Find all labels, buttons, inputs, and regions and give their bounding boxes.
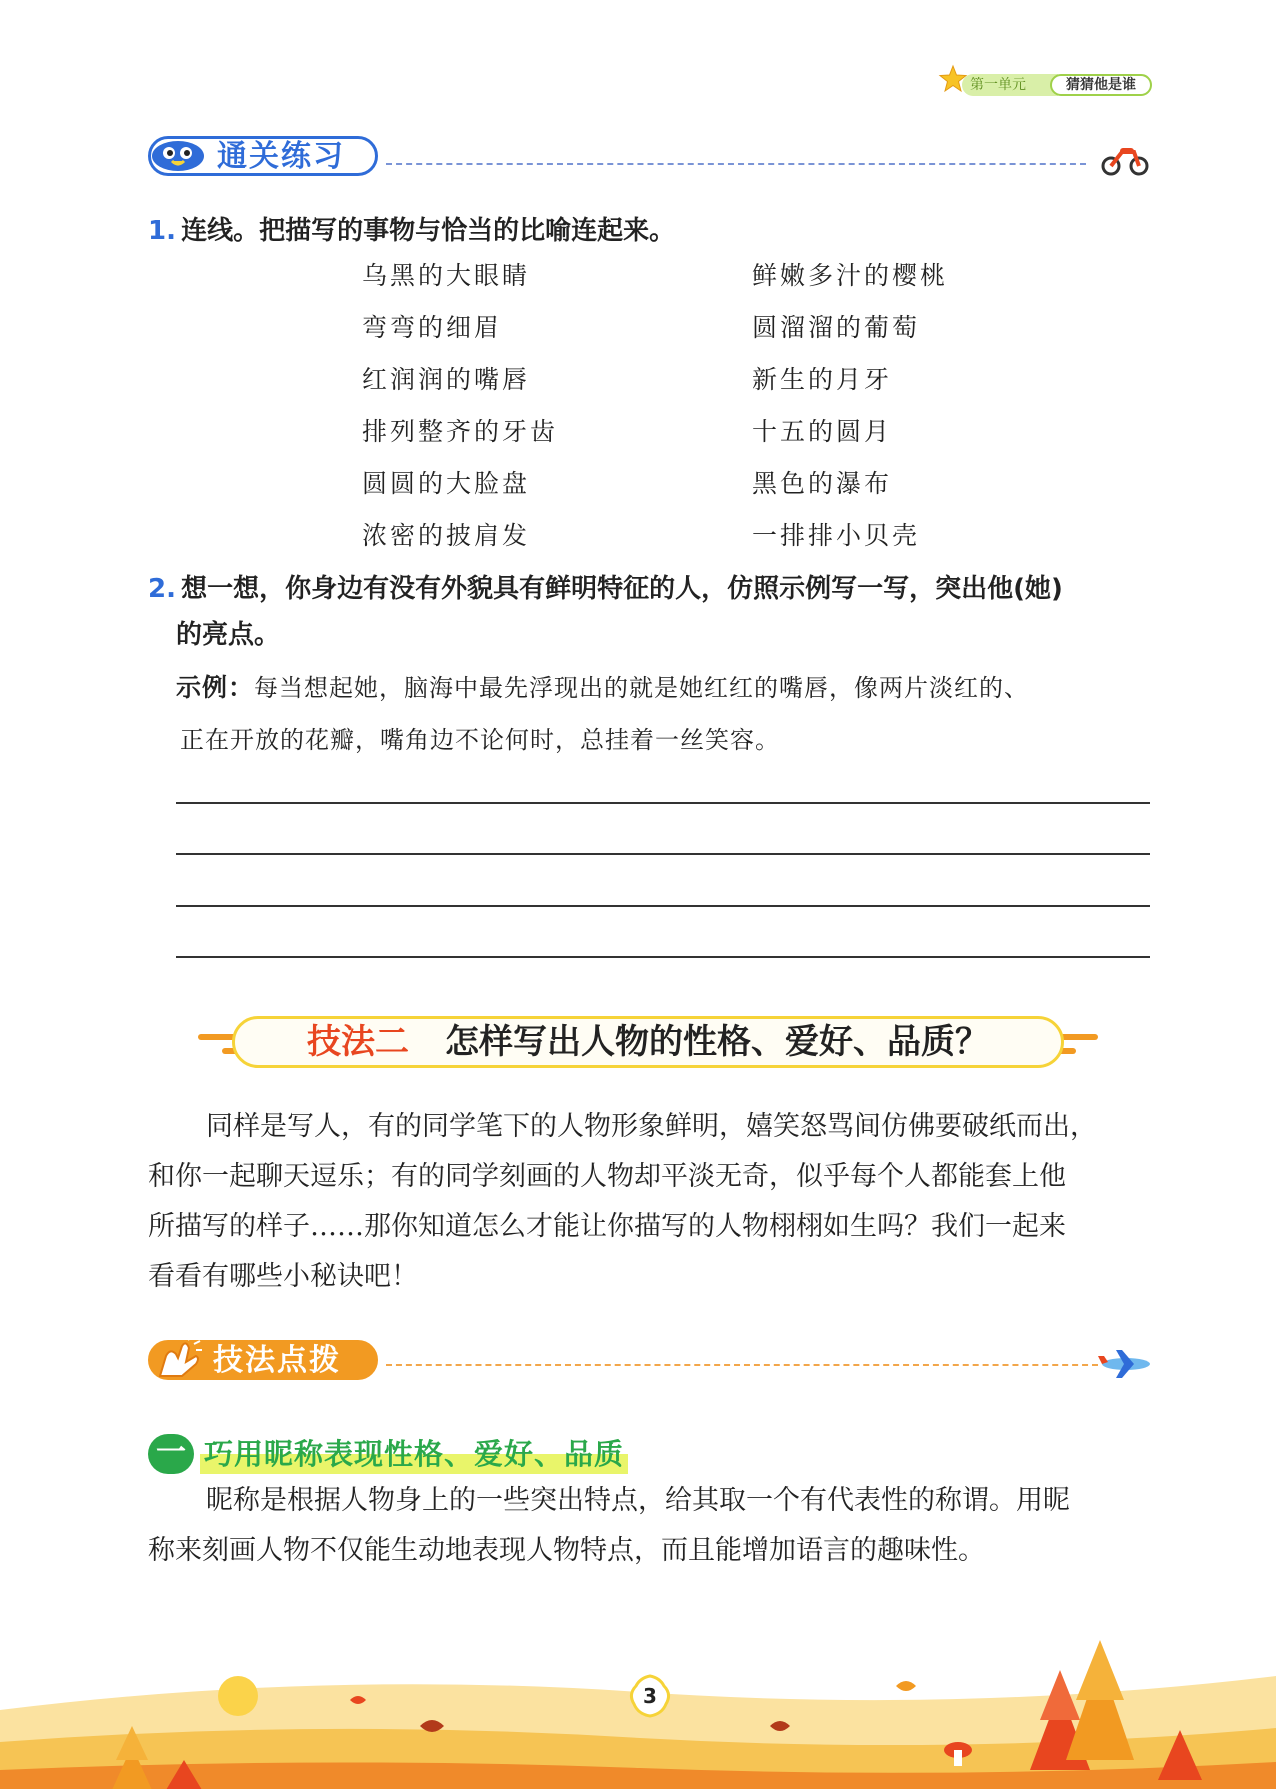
smiley-face-icon xyxy=(150,139,206,173)
match-right-item[interactable]: 十五的圆月 xyxy=(752,417,893,446)
unit-tag xyxy=(938,72,1152,98)
section-banner-tips: 技法点拨 xyxy=(148,1340,378,1380)
question-text-line-1: 想一想，你身边有没有外貌具有鲜明特征的人，仿照示例写一写，突出他(她) xyxy=(181,574,1063,604)
intro-line: 所描写的样子……那你知道怎么才能让你描写的人物栩栩如生吗？我们一起来 xyxy=(148,1211,1066,1242)
question-2 xyxy=(148,568,1148,605)
match-left-item[interactable]: 红润润的嘴唇 xyxy=(362,365,531,394)
tree-icon xyxy=(1066,1640,1134,1760)
intro-line: 和你一起聊天逗乐；有的同学刻画的人物却平淡无奇，似乎每个人都能套上他 xyxy=(148,1161,1066,1192)
motorcycle-icon xyxy=(1100,140,1150,176)
example-text-1: 每当想起她，脑海中最先浮现出的就是她红红的嘴唇，像两片淡红的、 xyxy=(254,674,1030,702)
subsection-line: 昵称是根据人物身上的一些突出特点，给其取一个有代表性的称谓。用昵 xyxy=(206,1485,1070,1516)
match-left-column xyxy=(362,256,558,568)
intro-line: 同样是写人，有的同学笔下的人物形象鲜明，嬉笑怒骂间仿佛要破纸而出， xyxy=(206,1111,1097,1142)
match-right-item[interactable]: 一排排小贝壳 xyxy=(752,521,921,550)
unit-label: 第一单元 xyxy=(962,74,1058,96)
dashed-divider xyxy=(386,1364,1098,1366)
question-text-line-2: 的亮点。 xyxy=(176,620,281,650)
match-right-item[interactable]: 圆溜溜的葡萄 xyxy=(752,313,921,342)
airplane-icon xyxy=(1098,1348,1152,1380)
writing-line[interactable] xyxy=(176,905,1150,907)
technique-banner xyxy=(232,1016,1064,1068)
subsection-number: 一 xyxy=(148,1434,194,1474)
technique-title: 怎样写出人物的性格、爱好、品质？ xyxy=(445,1022,989,1062)
unit-title: 猜猜他是谁 xyxy=(1050,74,1152,96)
writing-line[interactable] xyxy=(176,853,1150,855)
question-number: 2. xyxy=(148,574,176,604)
writing-line[interactable] xyxy=(176,802,1150,804)
dashed-divider xyxy=(386,163,1086,165)
example-line-1 xyxy=(176,668,1166,704)
technique-label: 技法二 xyxy=(307,1022,409,1062)
match-left-item[interactable]: 弯弯的细眉 xyxy=(362,313,503,342)
example-line-2: 正在开放的花瓣，嘴角边不论何时，总挂着一丝笑容。 xyxy=(180,726,780,754)
intro-paragraph xyxy=(148,1102,1158,1302)
match-right-item[interactable]: 黑色的瀑布 xyxy=(752,469,893,498)
subsection-paragraph xyxy=(148,1476,1158,1576)
question-1 xyxy=(148,210,675,247)
example-label: 示例： xyxy=(176,673,255,702)
subsection-title: 巧用昵称表现性格、爱好、品质 xyxy=(200,1434,628,1474)
page-number: 3 xyxy=(643,1684,657,1708)
section-banner-practice: 通关练习 xyxy=(148,136,378,176)
match-left-item[interactable]: 浓密的披肩发 xyxy=(362,521,531,550)
match-right-column xyxy=(752,256,948,568)
subsection-line: 称来刻画人物不仅能生动地表现人物特点，而且能增加语言的趣味性。 xyxy=(148,1535,985,1566)
match-right-item[interactable]: 新生的月牙 xyxy=(752,365,893,394)
question-text: 连线。把描写的事物与恰当的比喻连起来。 xyxy=(181,216,676,246)
hand-icon xyxy=(152,1336,204,1380)
match-left-item[interactable]: 乌黑的大眼睛 xyxy=(362,261,531,290)
leaf-icon xyxy=(896,1681,916,1691)
match-right-item[interactable]: 鲜嫩多汁的樱桃 xyxy=(752,261,949,290)
match-left-item[interactable]: 圆圆的大脸盘 xyxy=(362,469,531,498)
question-number: 1. xyxy=(148,216,176,246)
intro-line: 看看有哪些小秘诀吧！ xyxy=(148,1261,418,1292)
match-left-item[interactable]: 排列整齐的牙齿 xyxy=(362,417,559,446)
writing-line[interactable] xyxy=(176,956,1150,958)
